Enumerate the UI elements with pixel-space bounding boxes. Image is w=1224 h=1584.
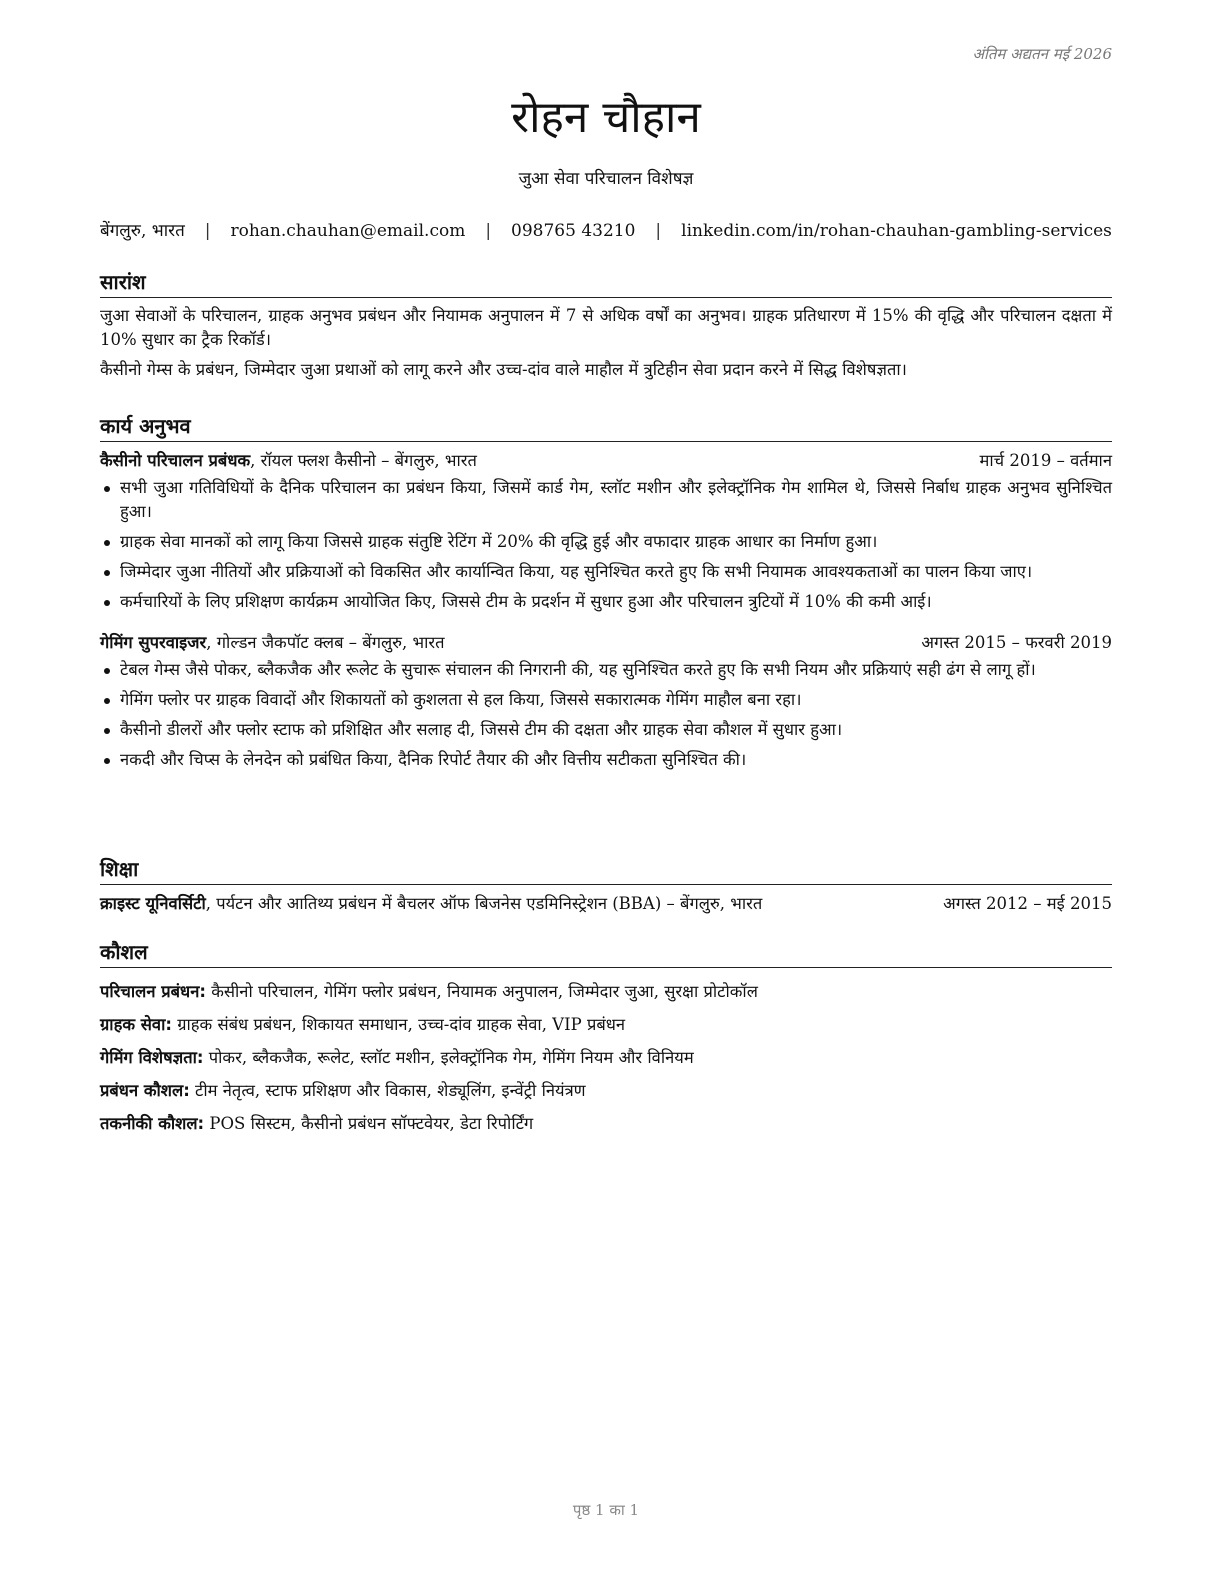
tagline: जुआ सेवा परिचालन विशेषज्ञ [518, 169, 694, 189]
education-school-degree [100, 891, 762, 917]
experience-title: कार्य अनुभव [100, 412, 1112, 442]
job-bullets [100, 658, 1112, 772]
summary-section [100, 268, 1112, 388]
skill-row [100, 980, 1112, 1004]
job-org: , गोल्डन जैकपॉट क्लब – बेंगलुरु, भारत [206, 633, 445, 652]
skill-row [100, 1046, 1112, 1070]
job-bullet: नकदी और चिप्स के लेनदेन को प्रबंधित किया, दैनिक रिपोर्ट तैयार की और वित्तीय सटीकता सुनिश्चित की। [120, 748, 1112, 772]
skill-value: पोकर, ब्लैकजैक, रूलेट, स्लॉट मशीन, इलेक्ट्रॉनिक गेम, गेमिंग नियम और विनियम [203, 1048, 694, 1067]
skill-label: प्रबंधन कौशल: [100, 1081, 190, 1100]
job-org: , रॉयल फ्लश कैसीनो – बेंगलुरु, भारत [250, 451, 477, 470]
job-bullet: सभी जुआ गतिविधियों के दैनिक परिचालन का प्रबंधन किया, जिसमें कार्ड गेम, स्लॉट मशीन और इलेक्ट्रॉनिक गेम शामिल थे, जिससे निर्बाध ग्राहक अनुभव सुनिश्चित हुआ। [120, 476, 1112, 524]
job-role: कैसीनो परिचालन प्रबंधक [100, 451, 251, 470]
job-role-org [100, 630, 445, 656]
skills-section [100, 938, 1112, 1145]
contact-separator: | [204, 221, 211, 241]
job-role: गेमिंग सुपरवाइजर [100, 633, 207, 652]
education-school: क्राइस्ट यूनिवर्सिटी [100, 894, 206, 913]
skill-value: POS सिस्टम, कैसीनो प्रबंधन सॉफ्टवेयर, डेटा रिपोर्टिंग [204, 1114, 534, 1133]
education-degree: , पर्यटन और आतिथ्य प्रबंधन में बैचलर ऑफ बिजनेस एडमिनिस्ट्रेशन (BBA) – बेंगलुरु, भारत [205, 894, 763, 913]
skill-label: गेमिंग विशेषज्ञता: [100, 1048, 204, 1067]
skill-value: ग्राहक संबंध प्रबंधन, शिकायत समाधान, उच्च-दांव ग्राहक सेवा, VIP प्रबंधन [171, 1015, 626, 1034]
job-dates: मार्च 2019 – वर्तमान [979, 451, 1112, 470]
job-entry [100, 448, 1112, 614]
contact-email[interactable]: rohan.chauhan@email.com [230, 221, 466, 241]
resume-page [100, 0, 1112, 1584]
job-bullet: कर्मचारियों के लिए प्रशिक्षण कार्यक्रम आयोजित किए, जिससे टीम के प्रदर्शन में सुधार हुआ और परिचालन त्रुटियों में 10% की कमी आई। [120, 590, 1112, 614]
skill-row [100, 1079, 1112, 1103]
job-dates: अगस्त 2015 – फरवरी 2019 [921, 633, 1112, 652]
job-bullet: कैसीनो डीलरों और फ्लोर स्टाफ को प्रशिक्षित और सलाह दी, जिससे टीम की दक्षता और ग्राहक सेवा कौशल में सुधार हुआ। [120, 718, 1112, 742]
skills-title: कौशल [100, 938, 1112, 968]
skill-label: ग्राहक सेवा: [100, 1015, 172, 1034]
skill-label: परिचालन प्रबंधन: [100, 982, 206, 1001]
summary-title: सारांश [100, 268, 1112, 298]
contact-line [100, 218, 1112, 244]
page-number: पृष्ठ 1 का 1 [572, 1501, 640, 1519]
job-role-org [100, 448, 477, 474]
education-section [100, 855, 1112, 917]
experience-section [100, 412, 1112, 778]
job-bullet: जिम्मेदार जुआ नीतियों और प्रक्रियाओं को विकसित और कार्यान्वित किया, यह सुनिश्चित करते हुए कि सभी नियामक आवश्यकताओं का पालन किया जाए। [120, 560, 1112, 584]
contact-separator: | [485, 221, 492, 241]
job-bullet: गेमिंग फ्लोर पर ग्राहक विवादों और शिकायतों को कुशलता से हल किया, जिससे सकारात्मक गेमिंग माहौल बना रहा। [120, 688, 1112, 712]
education-title: शिक्षा [100, 855, 1112, 885]
skill-row [100, 1112, 1112, 1136]
summary-paragraph: कैसीनो गेम्स के प्रबंधन, जिम्मेदार जुआ प्रथाओं को लागू करने और उच्च-दांव वाले माहौल में त्रुटिहीन सेवा प्रदान करने में सिद्ध विशेषज्ञता। [100, 360, 907, 379]
job-bullet: ग्राहक सेवा मानकों को लागू किया जिससे ग्राहक संतुष्टि रेटिंग में 20% की वृद्धि हुई और वफादार ग्राहक आधार का निर्माण हुआ। [120, 530, 1112, 554]
skill-label: तकनीकी कौशल: [100, 1114, 205, 1133]
skill-row [100, 1013, 1112, 1037]
contact-separator: | [655, 221, 662, 241]
skill-value: टीम नेतृत्व, स्टाफ प्रशिक्षण और विकास, शेड्यूलिंग, इन्वेंट्री नियंत्रण [189, 1081, 586, 1100]
job-entry [100, 630, 1112, 772]
education-entry [100, 891, 1112, 917]
job-header [100, 448, 1112, 474]
job-header [100, 630, 1112, 656]
skill-value: कैसीनो परिचालन, गेमिंग फ्लोर प्रबंधन, नियामक अनुपालन, जिम्मेदार जुआ, सुरक्षा प्रोटोकॉल [205, 982, 758, 1001]
last-updated: अंतिम अद्यतन मई 2026 [972, 45, 1112, 63]
contact-location: बेंगलुरु, भारत [100, 221, 185, 241]
job-bullet: टेबल गेम्स जैसे पोकर, ब्लैकजैक और रूलेट के सुचारू संचालन की निगरानी की, यह सुनिश्चित करते हुए कि सभी नियम और प्रक्रियाएं सही ढंग से लागू हों। [120, 658, 1112, 682]
candidate-name: रोहन चौहान [511, 92, 701, 143]
education-dates: अगस्त 2012 – मई 2015 [943, 894, 1112, 913]
job-bullets [100, 476, 1112, 614]
summary-paragraph: जुआ सेवाओं के परिचालन, ग्राहक अनुभव प्रबंधन और नियामक अनुपालन में 7 से अधिक वर्षों का अनुभव। ग्राहक प्रतिधारण में 15% की वृद्धि और परिचालन दक्षता में 10% सुधार का ट्रैक रिकॉर्ड। [100, 306, 1112, 349]
contact-linkedin[interactable]: linkedin.com/in/rohan-chauhan-gambling-services [681, 221, 1112, 241]
contact-phone: 098765 43210 [511, 221, 636, 241]
